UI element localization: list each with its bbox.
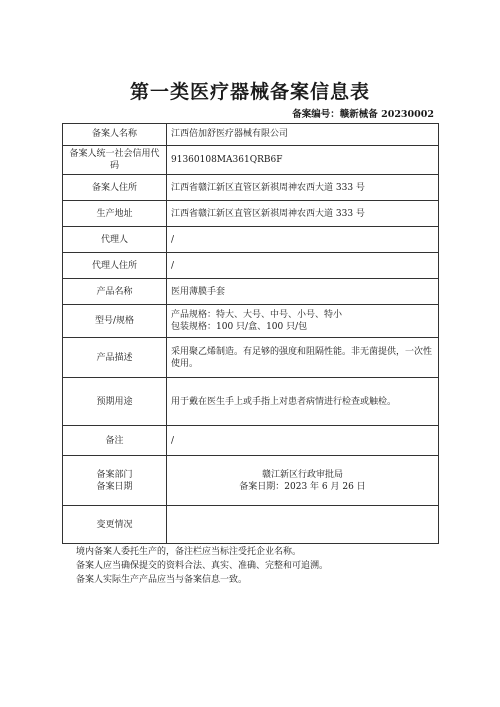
record-info-table	[62, 123, 439, 544]
field-label	[63, 456, 167, 506]
table-row	[63, 456, 439, 506]
table-row	[63, 279, 439, 305]
table-row	[63, 305, 439, 338]
note-line: 备案人应当确保提交的资料合法、真实、准确、完整和可追溯。	[76, 561, 329, 571]
field-label: 产品描述	[63, 338, 167, 378]
field-value: 采用聚乙烯制造。有足够的强度和阻隔性能。非无菌提供，一次性使用。	[167, 338, 439, 378]
table-row	[63, 338, 439, 378]
table-row	[63, 378, 439, 426]
note-line: 境内备案人委托生产的，备注栏应当标注受托企业名称。	[76, 547, 302, 557]
date-label: 备案日期	[96, 481, 133, 492]
field-label: 备案人住所	[63, 175, 167, 201]
table-row	[63, 175, 439, 201]
field-value: 江西省赣江新区直管区新祺周神农西大道 333 号	[167, 175, 439, 201]
field-value: 用于戴在医生手上或手指上对患者病情进行检查或触检。	[167, 378, 439, 426]
field-label: 备案人统一社会信用代码	[63, 146, 167, 175]
table-row	[63, 146, 439, 175]
record-number: 备案编号：赣新械备 20230002	[292, 109, 434, 120]
spec-line: 包装规格：100 只/盒、100 只/包	[171, 322, 308, 333]
field-value: 江西省赣江新区直管区新祺周神农西大道 333 号	[167, 201, 439, 227]
field-value: /	[167, 426, 439, 456]
field-label: 备注	[63, 426, 167, 456]
field-value: 医用薄膜手套	[167, 279, 439, 305]
field-label: 生产地址	[63, 201, 167, 227]
table-row	[63, 426, 439, 456]
field-value: /	[167, 227, 439, 253]
field-value: /	[167, 253, 439, 279]
table-row	[63, 506, 439, 544]
field-value: 91360108MA361QRB6F	[167, 146, 439, 175]
table-row	[63, 253, 439, 279]
field-value	[167, 456, 439, 506]
field-label: 代理人住所	[63, 253, 167, 279]
date-value: 备案日期：2023 年 6 月 26 日	[239, 481, 366, 492]
field-value	[167, 506, 439, 544]
table-row	[63, 201, 439, 227]
notes	[76, 545, 328, 587]
table-row	[63, 124, 439, 146]
field-label: 产品名称	[63, 279, 167, 305]
field-label: 型号/规格	[63, 305, 167, 338]
field-value: 江西倍加舒医疗器械有限公司	[167, 124, 439, 146]
field-label: 代理人	[63, 227, 167, 253]
field-label: 预期用途	[63, 378, 167, 426]
field-label: 备案人名称	[63, 124, 167, 146]
note-line: 备案人实际生产产品应当与备案信息一致。	[76, 575, 248, 585]
field-value	[167, 305, 439, 338]
department-label: 备案部门	[96, 469, 133, 480]
field-label: 变更情况	[63, 506, 167, 544]
spec-line: 产品规格：特大、大号、中号、小号、特小	[171, 310, 343, 321]
page-title: 第一类医疗器械备案信息表	[129, 81, 370, 103]
department-value: 赣江新区行政审批局	[261, 469, 343, 480]
table-row	[63, 227, 439, 253]
